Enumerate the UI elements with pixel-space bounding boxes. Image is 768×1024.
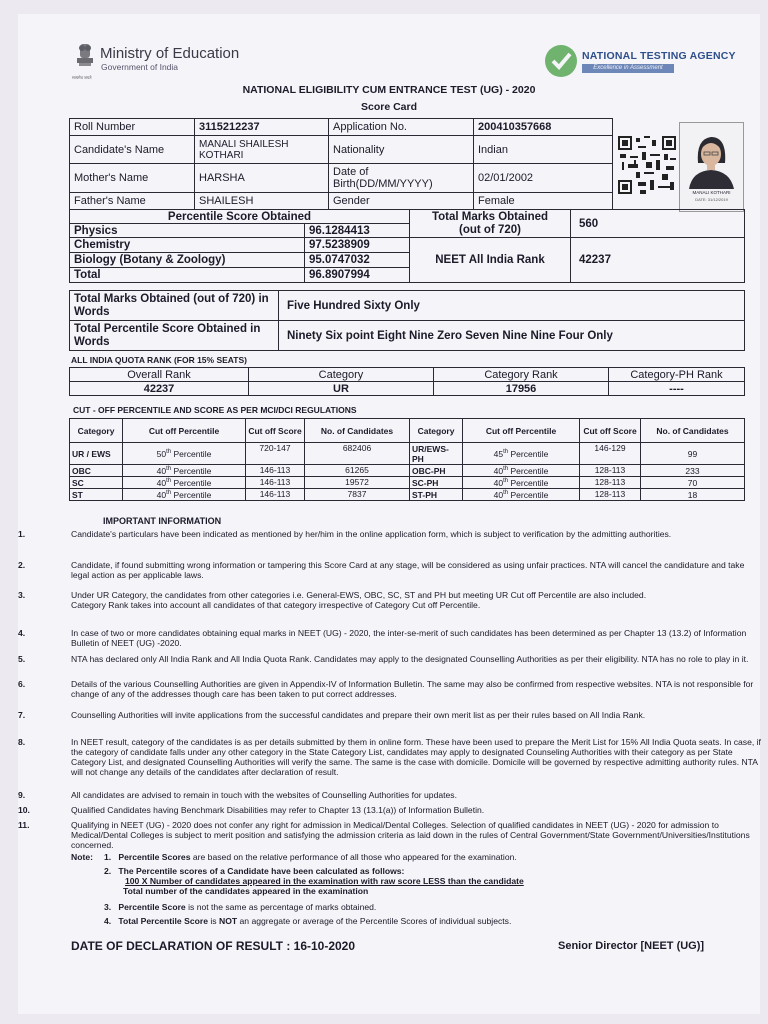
subject-physics-value: 96.1284413: [305, 224, 410, 238]
note-1: 1. Percentile Scores are based on the relative performance of all those who appeared for the examination.: [104, 852, 517, 862]
signatory: Senior Director [NEET (UG)]: [558, 940, 705, 952]
info-item-number: 8.: [18, 737, 26, 747]
candidate-name-label: Candidate's Name: [70, 136, 195, 164]
info-item-number: 3.: [18, 590, 26, 600]
quota-table: [69, 367, 745, 396]
cutoff-value-cell: 720-147: [246, 443, 305, 465]
score-table: [69, 209, 745, 283]
application-no-label: Application No.: [329, 119, 474, 136]
subject-total-label: Total: [70, 268, 305, 283]
cutoff-value-cell: 70: [641, 477, 745, 489]
cutoff-header: Cut off Score: [246, 419, 305, 443]
cutoff-title: CUT - OFF PERCENTILE AND SCORE AS PER MCI/DCI REGULATIONS: [73, 405, 357, 415]
roll-number-label: Roll Number: [70, 119, 195, 136]
info-item-number: 5.: [18, 654, 26, 664]
cutoff-row: [70, 443, 745, 465]
cutoff-percentile-cell: 40th Percentile: [463, 477, 580, 489]
info-item: [18, 679, 761, 699]
info-item: [18, 560, 761, 580]
note-4: 4. Total Percentile Score is NOT an aggregate or average of the Percentile Scores of individual subjects.: [104, 916, 512, 926]
subject-chemistry-label: Chemistry: [70, 238, 305, 253]
info-item-text: All candidates are advised to remain in touch with the websites of Counselling Authorities for updates.: [71, 790, 457, 800]
cutoff-category-cell: OBC-PH: [410, 465, 463, 477]
gender-label: Gender: [329, 193, 474, 210]
subject-chemistry-value: 97.5238909: [305, 238, 410, 253]
cutoff-percentile-cell: 45th Percentile: [463, 443, 580, 465]
quota-ph-rank: ----: [609, 382, 745, 396]
total-marks-value: 560: [571, 210, 745, 238]
info-item-text: Under UR Category, the candidates from other categories i.e. General-EWS, OBC, SC, ST and PH but meeting UR Cut off Percentile are also included.: [71, 590, 647, 600]
nationality-value: Indian: [474, 136, 613, 164]
cutoff-category-cell: ST: [70, 489, 123, 501]
cutoff-percentile-cell: 40th Percentile: [123, 489, 246, 501]
info-item-text: NTA has declared only All India Rank and All India Quota Rank. Candidates may apply to the designated Counselling Authorities as per their eligibility. NTA has no role to play in it.: [71, 654, 749, 664]
gender-value: Female: [474, 193, 613, 210]
father-name-label: Father's Name: [70, 193, 195, 210]
info-title: IMPORTANT INFORMATION: [103, 516, 222, 526]
percentile-header: Percentile Score Obtained: [70, 210, 410, 224]
quota-header-category-rank: Category Rank: [434, 368, 609, 382]
cutoff-row: [70, 489, 745, 501]
cutoff-value-cell: 99: [641, 443, 745, 465]
cutoff-value-cell: 7837: [305, 489, 410, 501]
document-title: Score Card: [360, 101, 418, 113]
nta-logo-icon: [544, 44, 578, 78]
photo-date: DATE: 31/12/2019: [695, 197, 728, 202]
cutoff-header: Cut off Percentile: [123, 419, 246, 443]
air-label: NEET All India Rank: [410, 238, 571, 283]
info-item-number: 7.: [18, 710, 26, 720]
cutoff-value-cell: 233: [641, 465, 745, 477]
info-item-text: Qualifying in NEET (UG) - 2020 does not confer any right for admission in Medical/Dental Colleges. Selection of qualified candidates in NEET (UG) - 2020 for admission to Medical/Dental Colleges is subject to merit position and satisfying the admission criteria as laid down in the rules of Central Government/State Government/Universities/Institutions concerned.: [71, 820, 750, 850]
cutoff-value-cell: 146-113: [246, 465, 305, 477]
quota-category-rank: 17956: [434, 382, 609, 396]
info-item-number: 9.: [18, 790, 26, 800]
info-item-number: 10.: [18, 805, 30, 815]
info-item: [18, 710, 761, 720]
mother-name-label: Mother's Name: [70, 164, 195, 193]
cutoff-category-cell: SC: [70, 477, 123, 489]
quota-category: UR: [249, 382, 434, 396]
info-item: [18, 737, 761, 777]
subject-physics-label: Physics: [70, 224, 305, 238]
info-item-text: Candidate's particulars have been indicated as mentioned by her/him in the online application form, which is subject to verification by the admitting authorities.: [71, 529, 672, 539]
quota-header-category: Category: [249, 368, 434, 382]
cutoff-row: [70, 465, 745, 477]
cutoff-percentile-cell: 50th Percentile: [123, 443, 246, 465]
percentile-in-words-value: Ninety Six point Eight Nine Zero Seven Nine Nine Four Only: [279, 321, 745, 351]
candidate-name-value: MANALI SHAILESH KOTHARI: [195, 136, 329, 164]
quota-header-ph-rank: Category-PH Rank: [609, 368, 745, 382]
cutoff-category-cell: OBC: [70, 465, 123, 477]
info-item: [18, 820, 761, 850]
national-emblem-icon: [74, 42, 96, 76]
subject-biology-value: 95.0747032: [305, 253, 410, 268]
percentile-in-words-label: Total Percentile Score Obtained in Words: [70, 321, 279, 351]
quota-header-overall: Overall Rank: [70, 368, 249, 382]
cutoff-value-cell: 19572: [305, 477, 410, 489]
info-item-number: 6.: [18, 679, 26, 689]
candidate-details-table: [69, 118, 613, 210]
cutoff-value-cell: 146-113: [246, 489, 305, 501]
cutoff-row: [70, 477, 745, 489]
cutoff-header: Cut off Percentile: [463, 419, 580, 443]
note-3: 3. Percentile Score is not the same as percentage of marks obtained.: [104, 902, 377, 912]
subject-total-value: 96.8907994: [305, 268, 410, 283]
info-item-number: 11.: [18, 820, 30, 830]
cutoff-header: No. of Candidates: [305, 419, 410, 443]
roll-number-value: 3115212237: [195, 119, 329, 136]
cutoff-category-cell: UR/EWS-PH: [410, 443, 463, 465]
info-item-text: In case of two or more candidates obtaining equal marks in NEET (UG) - 2020, the inter-se-merit of such candidates has been determined as per Chapter 13 (13.2) of Information Bulletin of NEET (UG) -2020.: [71, 628, 747, 648]
air-value: 42237: [571, 238, 745, 283]
info-item-text: Category Rank takes into account all candidates of that category irrespective of Category Cut off Percentile.: [71, 600, 481, 610]
ministry-subtitle: Government of India: [101, 62, 179, 72]
info-item-number: 4.: [18, 628, 26, 638]
score-card-page: [18, 14, 760, 1014]
cutoff-table: [69, 418, 745, 501]
cutoff-value-cell: 682406: [305, 443, 410, 465]
quota-title: ALL INDIA QUOTA RANK (FOR 15% SEATS): [71, 355, 247, 365]
quota-overall-rank: 42237: [70, 382, 249, 396]
cutoff-rows: [70, 443, 745, 501]
nationality-label: Nationality: [329, 136, 474, 164]
cutoff-header: Cut off Score: [580, 419, 641, 443]
cutoff-percentile-cell: 40th Percentile: [123, 477, 246, 489]
ministry-title: Ministry of Education: [100, 45, 240, 62]
cutoff-category-cell: UR / EWS: [70, 443, 123, 465]
total-marks-label: Total Marks Obtained (out of 720): [410, 210, 571, 238]
info-item-text: Candidate, if found submitting wrong information or tampering this Score Card at any stage, will be considered as using unfair practices. NTA will cancel the candidature and take legal action as per applicable laws.: [71, 560, 745, 580]
nta-title: NATIONAL TESTING AGENCY: [582, 50, 736, 62]
cutoff-header: No. of Candidates: [641, 419, 745, 443]
words-table: [69, 290, 745, 351]
nta-tagline: Excellence in Assessment: [582, 64, 674, 73]
dob-label: Date of Birth(DD/MM/YYYY): [329, 164, 474, 193]
info-item-number: 2.: [18, 560, 26, 570]
cutoff-value-cell: 146-113: [246, 477, 305, 489]
emblem-caption: सत्यमेव जयते: [72, 75, 92, 80]
cutoff-percentile-cell: 40th Percentile: [463, 465, 580, 477]
photo-caption: MANALI KOTHARI: [692, 190, 731, 195]
mother-name-value: HARSHA: [195, 164, 329, 193]
cutoff-header: Category: [70, 419, 123, 443]
info-item: [18, 590, 761, 610]
info-item: [18, 628, 761, 648]
cutoff-value-cell: 61265: [305, 465, 410, 477]
cutoff-value-cell: 128-113: [580, 465, 641, 477]
cutoff-value-cell: 128-113: [580, 477, 641, 489]
info-item-text: Qualified Candidates having Benchmark Disabilities may refer to Chapter 13 (13.1(a)) of Information Bulletin.: [71, 805, 485, 815]
cutoff-percentile-cell: 40th Percentile: [463, 489, 580, 501]
exam-title: NATIONAL ELIGIBILITY CUM ENTRANCE TEST (UG) - 2020: [242, 84, 536, 96]
cutoff-value-cell: 18: [641, 489, 745, 501]
candidate-photo: [679, 122, 744, 212]
info-item: [18, 654, 761, 664]
dob-value: 02/01/2002: [474, 164, 613, 193]
cutoff-value-cell: 146-129: [580, 443, 641, 465]
application-no-value: 200410357668: [474, 119, 613, 136]
note-2-formula-denominator: Total number of the candidates appeared in the examination: [123, 886, 369, 896]
info-item: [18, 790, 761, 800]
note-label: Note:: [71, 852, 93, 862]
cutoff-percentile-cell: 40th Percentile: [123, 465, 246, 477]
info-item-number: 1.: [18, 529, 26, 539]
marks-in-words-label: Total Marks Obtained (out of 720) in Words: [70, 291, 279, 321]
note-2: 2. The Percentile scores of a Candidate have been calculated as follows:: [104, 866, 405, 876]
cutoff-category-cell: ST-PH: [410, 489, 463, 501]
subject-biology-label: Biology (Botany & Zoology): [70, 253, 305, 268]
note-2-formula-numerator: 100 X Number of candidates appeared in the examination with raw score LESS than the candidate: [125, 876, 524, 886]
marks-in-words-value: Five Hundred Sixty Only: [279, 291, 745, 321]
info-item-text: In NEET result, category of the candidates is as per details submitted by them in online form. These have been used to prepare the Merit List for 15% All India Quota seats. In case, if the category of candidate falls under any other category in the State Category List, candidates may apply to designated Counseling Authorities with their category as per State Category List, and designated Counselling Authorities will verify the same. The same is the case with domicile. Domicile will be governed by respective admitting authority rules. NTA will not change any details of the candidates after declaration of result.: [71, 737, 761, 777]
result-declaration-date: DATE OF DECLARATION OF RESULT : 16-10-2020: [71, 939, 356, 953]
cutoff-header: Category: [410, 419, 463, 443]
qr-code-icon: [616, 134, 678, 196]
info-item-text: Details of the various Counselling Authorities are given in Appendix-IV of Information Bulletin. The same may also be confirmed from respective websites. NTA is not responsible for change of any of the addresses though care has been taken to put correct addresses.: [71, 679, 754, 699]
cutoff-category-cell: SC-PH: [410, 477, 463, 489]
info-item-text: Counselling Authorities will invite applications from the successful candidates and prepare their own merit list as per their rules based on All India Rank.: [71, 710, 646, 720]
info-item: [18, 529, 761, 539]
cutoff-value-cell: 128-113: [580, 489, 641, 501]
father-name-value: SHAILESH: [195, 193, 329, 210]
info-item: [18, 805, 761, 815]
